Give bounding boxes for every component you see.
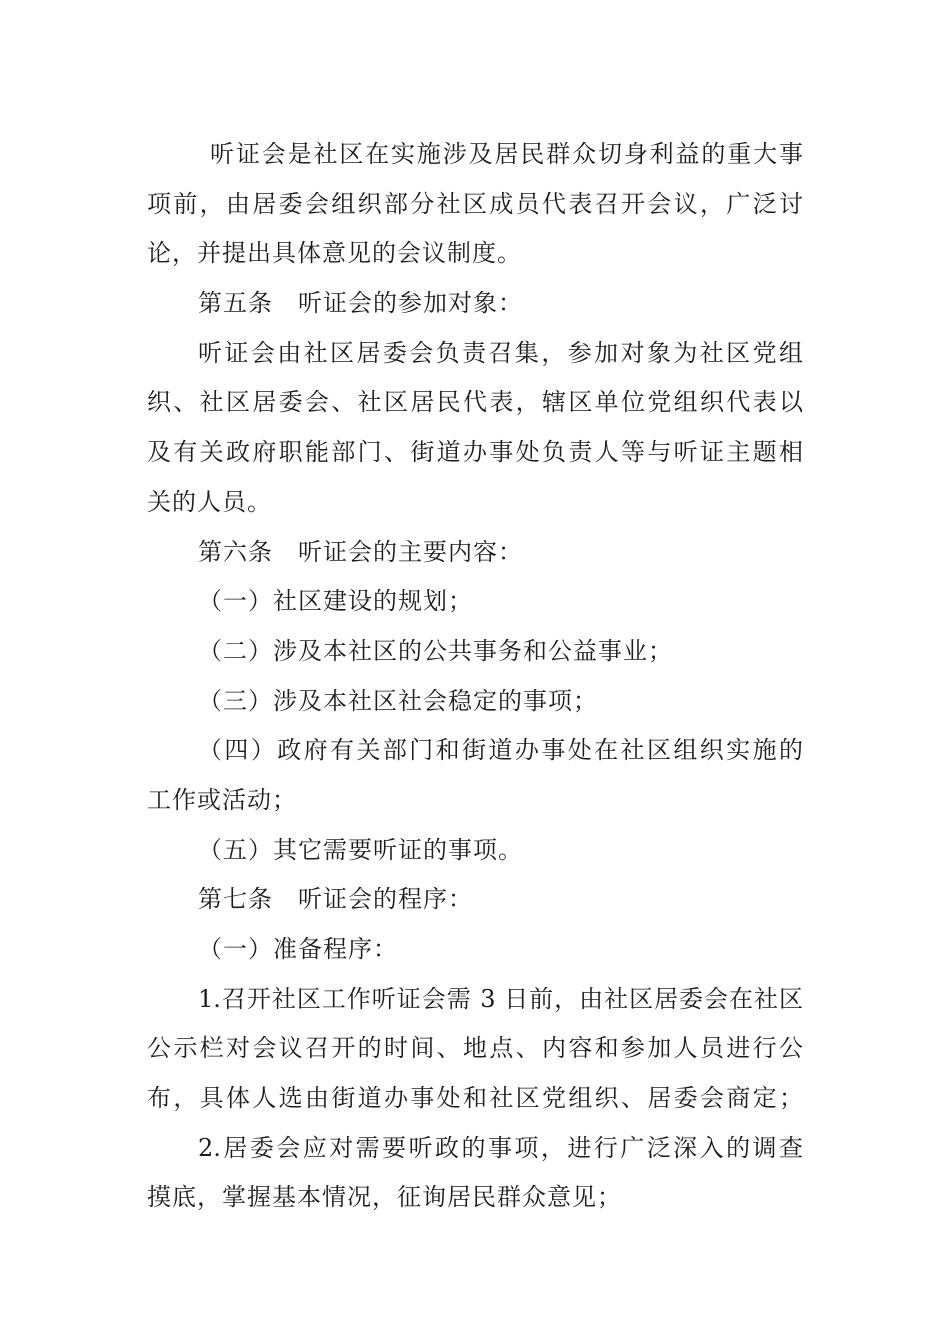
text-line: （三）涉及本社区社会稳定的事项； xyxy=(198,686,598,715)
text-line: 项前，由居委会组织部分社区成员代表召开会议，广泛讨 xyxy=(147,189,803,218)
text-line: 听证会是社区在实施涉及居民群众切身利益的重大事 xyxy=(210,140,803,168)
text-line: （一）社区建设的规划； xyxy=(198,587,473,616)
paragraph-definition xyxy=(147,130,803,279)
document-body xyxy=(147,130,803,1223)
list-item-4 xyxy=(147,726,803,825)
text-line: 公示栏对会议召开的时间、地点、内容和参加人员进行公 xyxy=(147,1034,803,1063)
text-line: 论，并提出具体意见的会议制度。 xyxy=(147,239,522,268)
list-item-3 xyxy=(147,677,803,727)
article-5-heading xyxy=(147,279,803,329)
text-line: 2.居委会应对需要听政的事项，进行广泛深入的调查 xyxy=(198,1133,803,1162)
text-line: 工作或活动； xyxy=(147,785,297,814)
list-item-2 xyxy=(147,627,803,677)
text-line: 第六条 听证会的主要内容： xyxy=(198,537,523,566)
text-line: 布，具体人选由街道办事处和社区党组织、居委会商定； xyxy=(147,1084,803,1113)
text-line: （五）其它需要听证的事项。 xyxy=(198,835,523,864)
procedure-step-1 xyxy=(147,975,803,1124)
text-line: 关的人员。 xyxy=(147,487,272,516)
text-line: （四）政府有关部门和街道办事处在社区组织实施的 xyxy=(198,736,803,765)
article-6-heading xyxy=(147,528,803,578)
list-item-5 xyxy=(147,826,803,876)
text-line: 第七条 听证会的程序： xyxy=(198,885,473,914)
text-line: 摸底，掌握基本情况，征询居民群众意见； xyxy=(147,1183,622,1212)
text-line: 织、社区居委会、社区居民代表，辖区单位党组织代表以 xyxy=(147,388,803,417)
paragraph-participants xyxy=(147,329,803,528)
procedure-heading xyxy=(147,925,803,975)
article-7-heading xyxy=(147,875,803,925)
text-line: 听证会由社区居委会负责召集，参加对象为社区党组 xyxy=(198,338,803,367)
list-item-1 xyxy=(147,577,803,627)
text-line: 及有关政府职能部门、街道办事处负责人等与听证主题相 xyxy=(147,438,803,467)
procedure-step-2 xyxy=(147,1124,803,1223)
text-line: 1.召开社区工作听证会需 3 日前，由社区居委会在社区 xyxy=(198,984,803,1013)
text-line: 第五条 听证会的参加对象： xyxy=(198,289,523,318)
text-line: （一）准备程序： xyxy=(198,935,398,963)
text-line: （二）涉及本社区的公共事务和公益事业； xyxy=(198,636,673,665)
